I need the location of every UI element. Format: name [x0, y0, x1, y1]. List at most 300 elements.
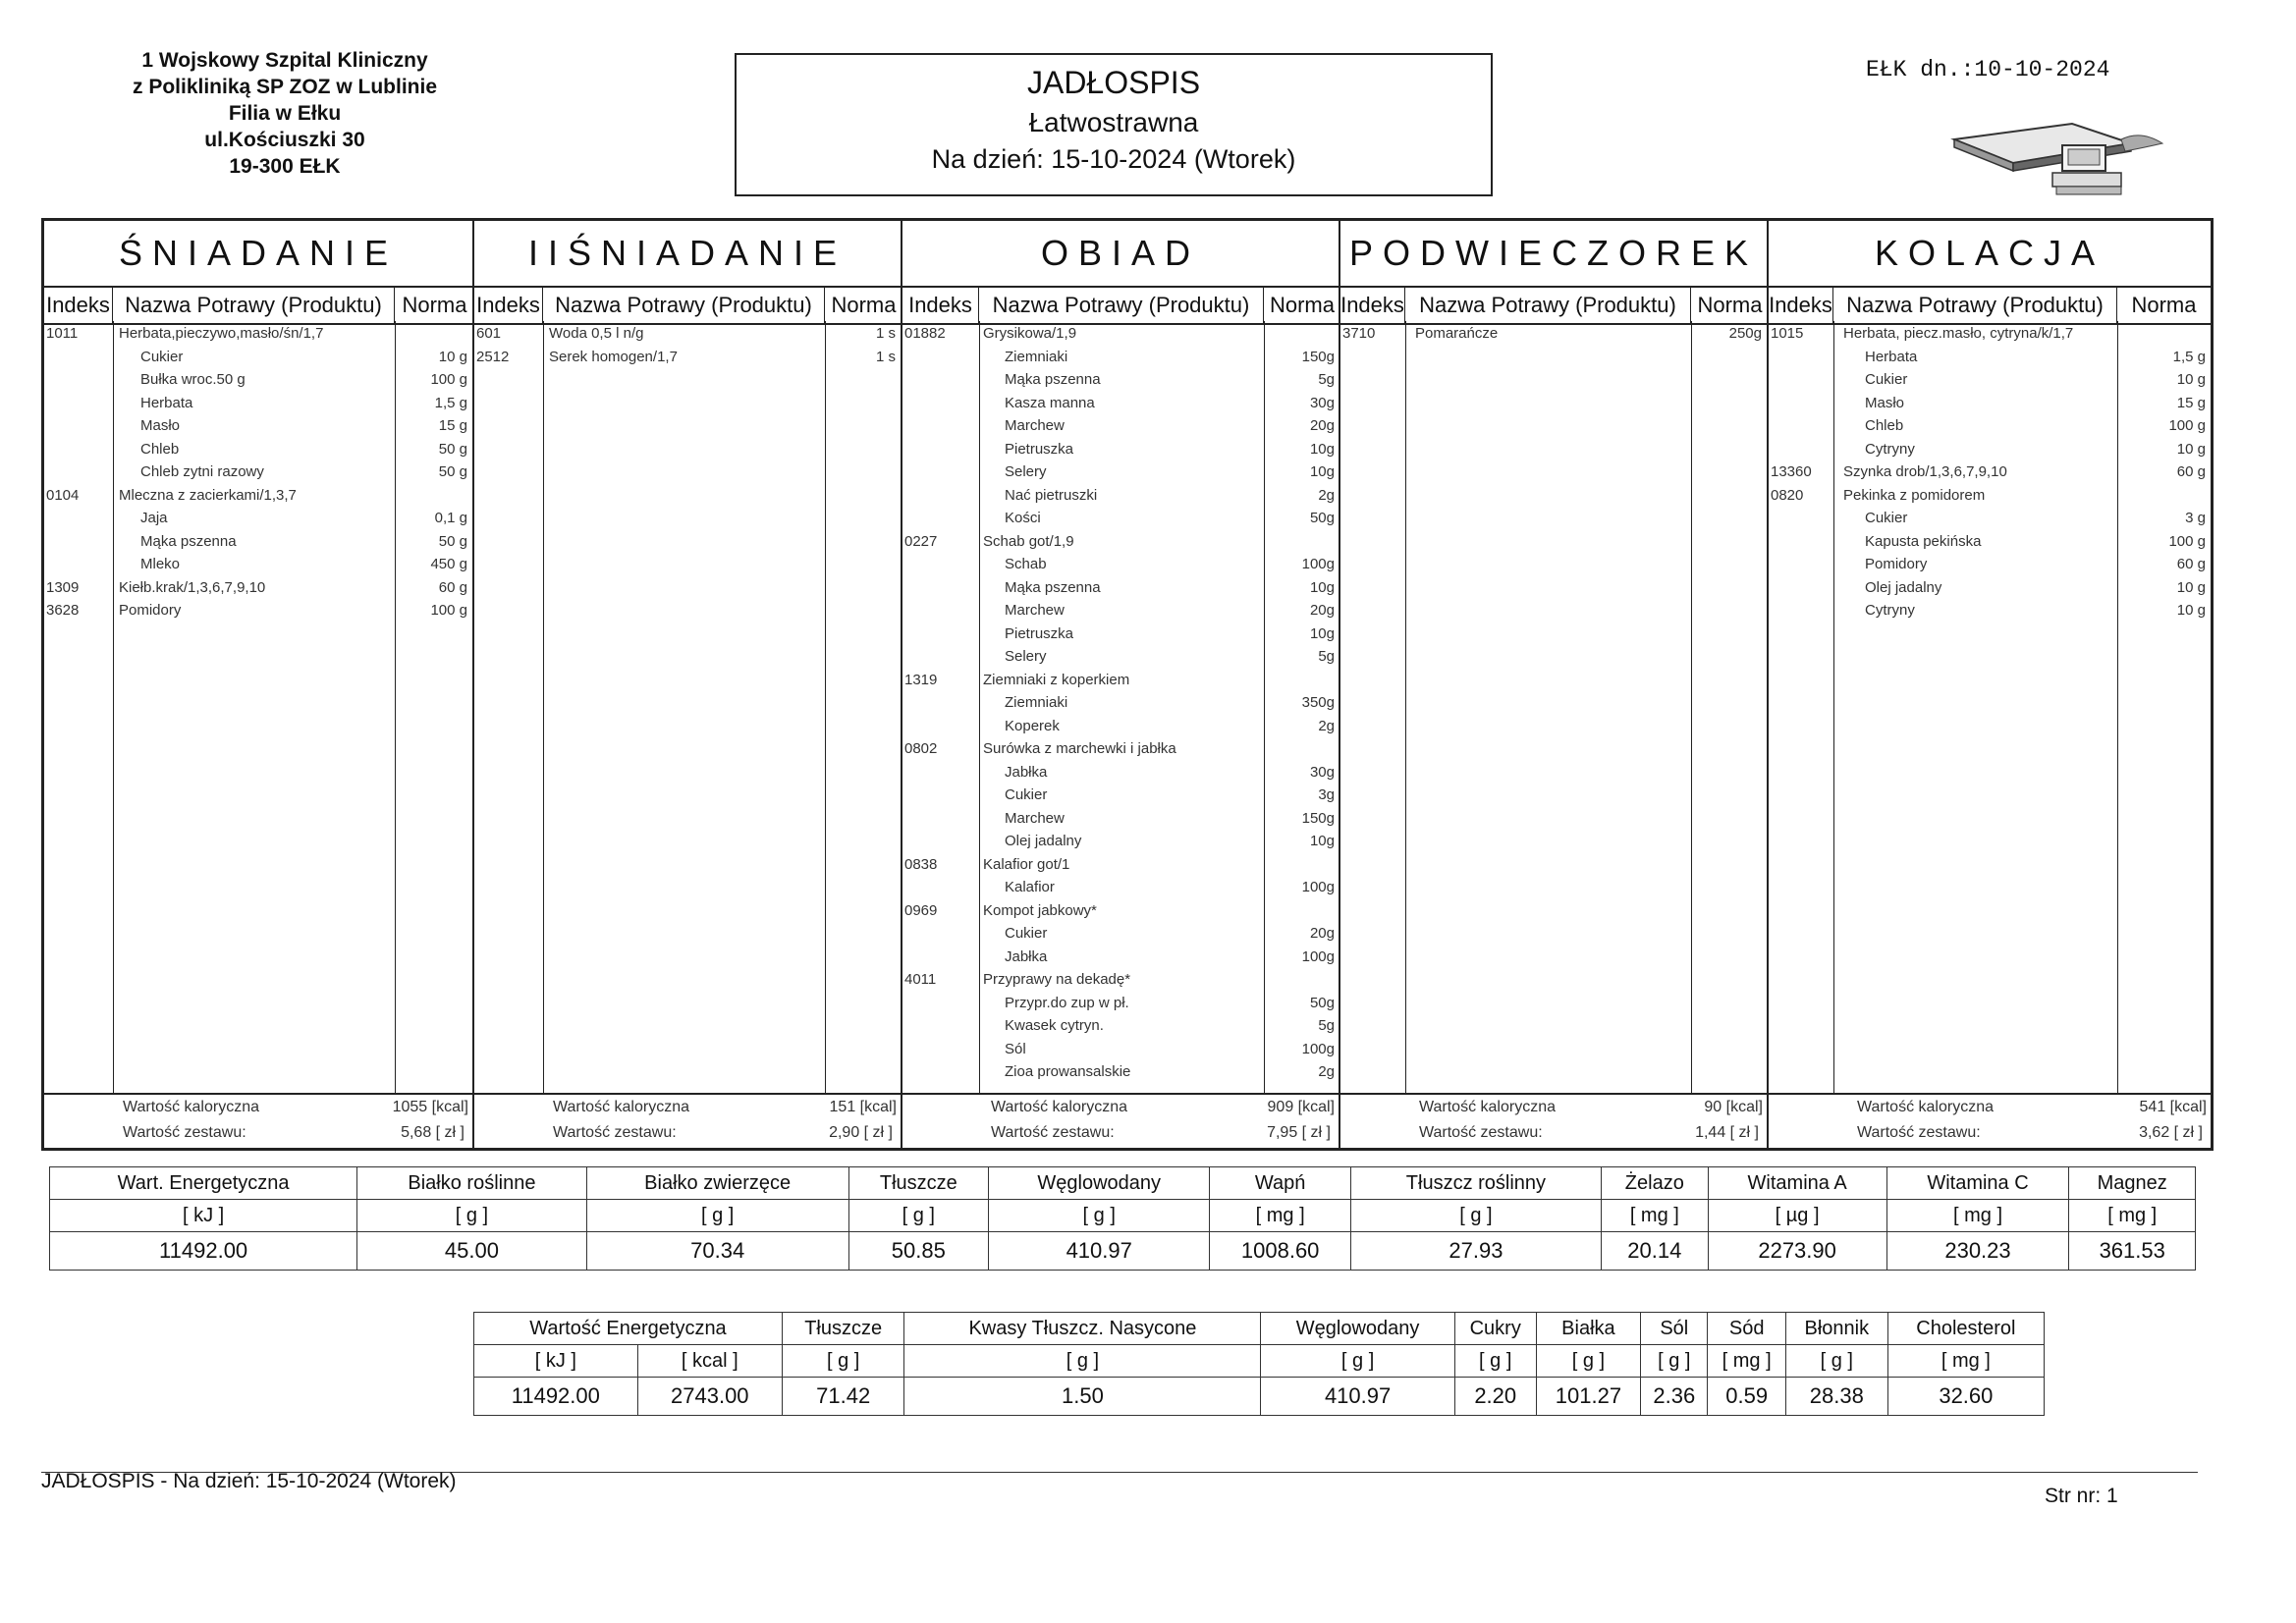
row-norm: 10g — [1309, 463, 1335, 480]
table-row — [902, 554, 1339, 577]
table-row — [902, 600, 1339, 623]
meal-column-afternoon-snack — [1340, 221, 1769, 1148]
nutrition-unit: [ kcal ] — [637, 1345, 782, 1378]
cost-label: Wartość zestawu: — [991, 1124, 1115, 1141]
meal-title: ŚNIADANIE — [118, 233, 399, 273]
meal-title: OBIAD — [1040, 233, 1201, 273]
divider — [543, 321, 544, 1093]
row-norm: 10g — [1309, 624, 1335, 642]
nutrition-header: Białka — [1536, 1313, 1640, 1345]
header-name: Nazwa Potrawy (Produktu) — [1405, 288, 1691, 323]
row-name: Bułka wroc.50 g — [140, 371, 246, 388]
row-name: Cukier — [1005, 786, 1048, 803]
header-index: Indeks — [44, 288, 113, 323]
table-row — [44, 393, 472, 416]
kcal-value: 151 [kcal] — [829, 1099, 897, 1115]
nutrition-unit-row — [474, 1345, 2045, 1378]
row-index: 4011 — [904, 971, 937, 988]
table-row — [1769, 577, 2211, 601]
row-norm: 1 s — [875, 348, 896, 365]
nutrition-unit: [ g ] — [988, 1200, 1209, 1232]
nutrition-unit: [ mg ] — [1708, 1345, 1786, 1378]
column-header-row — [1340, 286, 1767, 325]
row-name: Ziemniaki — [1005, 694, 1068, 711]
header-name: Nazwa Potrawy (Produktu) — [113, 288, 395, 323]
nutrition-unit: [ mg ] — [2069, 1200, 2196, 1232]
header-norm: Norma — [831, 293, 897, 317]
table-row — [1769, 600, 2211, 623]
table-row — [902, 577, 1339, 601]
kcal-value: 90 [kcal] — [1704, 1099, 1763, 1115]
row-norm: 10 g — [2176, 371, 2206, 388]
cost-value: 5,68 [ zł ] — [401, 1124, 465, 1141]
meal-summary — [1340, 1093, 1767, 1150]
table-row — [44, 439, 472, 462]
hospital-line: Filia w Ełku — [228, 102, 342, 125]
row-index: 3710 — [1342, 325, 1376, 342]
nutrition-value: 410.97 — [1261, 1378, 1454, 1416]
row-index: 0820 — [1771, 486, 1804, 504]
row-norm: 10g — [1309, 440, 1335, 458]
table-row — [44, 577, 472, 601]
table-row — [902, 415, 1339, 439]
page-number: Str nr: 1 — [2045, 1485, 2118, 1507]
table-row — [902, 831, 1339, 854]
header-norm: Norma — [402, 293, 467, 317]
kcal-value: 541 [kcal] — [2139, 1099, 2207, 1115]
row-norm: 60 g — [2176, 463, 2206, 480]
row-name: Pekinka z pomidorem — [1843, 486, 1986, 504]
nutrition-header: Witamina C — [1886, 1167, 2069, 1200]
table-row — [902, 439, 1339, 462]
row-name: Przypr.do zup w pł. — [1005, 994, 1129, 1011]
table-row — [1769, 393, 2211, 416]
row-norm: 50g — [1309, 994, 1335, 1011]
nutrition-header: Węglowodany — [1261, 1313, 1454, 1345]
row-norm: 50 g — [438, 532, 467, 550]
row-name: Olej jadalny — [1005, 833, 1082, 849]
row-name: Kiełb.krak/1,3,6,7,9,10 — [119, 578, 266, 596]
cost-label: Wartość zestawu: — [1419, 1124, 1543, 1141]
row-norm: 50 g — [438, 440, 467, 458]
nutrition-value: 32.60 — [1887, 1378, 2044, 1416]
table-row — [44, 508, 472, 531]
nutrition-value: 1.50 — [904, 1378, 1261, 1416]
row-name: Pomidory — [1865, 556, 1928, 572]
row-index: 1011 — [46, 325, 79, 342]
divider — [1405, 321, 1406, 1093]
nutrition-unit: [ g ] — [586, 1200, 848, 1232]
nutrition-unit: [ mg ] — [1887, 1345, 2044, 1378]
table-row — [902, 347, 1339, 370]
row-norm: 3g — [1318, 786, 1335, 803]
issue-date: EŁK dn.:10-10-2024 — [1866, 57, 2110, 82]
table-row — [902, 808, 1339, 832]
table-row — [902, 1015, 1339, 1039]
hospital-address — [79, 47, 491, 180]
row-name: Mąka pszenna — [1005, 371, 1101, 388]
nutrition-table — [49, 1166, 2196, 1271]
table-row — [902, 508, 1339, 531]
header-index: Indeks — [902, 288, 979, 323]
hospital-line: z Polikliniką SP ZOZ w Lublinie — [133, 76, 437, 98]
row-index: 1015 — [1771, 325, 1804, 342]
table-row — [902, 485, 1339, 509]
row-index: 0838 — [904, 855, 938, 873]
row-norm: 10 g — [438, 348, 467, 365]
row-name: Kwasek cytryn. — [1005, 1017, 1104, 1034]
header-index: Indeks — [1769, 288, 1833, 323]
nutrition-unit: [ g ] — [1454, 1345, 1536, 1378]
row-index: 13360 — [1771, 463, 1812, 480]
table-row — [44, 323, 472, 347]
row-name: Koperek — [1005, 717, 1060, 734]
divider — [1691, 321, 1692, 1093]
table-row — [44, 347, 472, 370]
row-name: Jabłka — [1005, 947, 1048, 965]
row-name: Zioa prowansalskie — [1005, 1063, 1131, 1080]
nutrition-header: Magnez — [2069, 1167, 2196, 1200]
row-norm: 100g — [1301, 879, 1335, 895]
meal-column-supper — [1769, 221, 2211, 1148]
row-norm: 100 g — [2168, 417, 2206, 434]
row-name: Pomidory — [119, 602, 182, 619]
row-name: Cukier — [1005, 925, 1048, 942]
nutrition-unit: [ kJ ] — [50, 1200, 357, 1232]
row-name: Herbata,pieczywo,masło/śn/1,7 — [119, 325, 324, 342]
nutrition-unit: [ mg ] — [1210, 1200, 1350, 1232]
row-name: Herbata, piecz.masło, cytryna/k/1,7 — [1843, 325, 2074, 342]
nutrition-unit: [ g ] — [1641, 1345, 1708, 1378]
meal-rows — [474, 323, 901, 369]
row-name: Chleb — [1865, 417, 1904, 434]
row-name: Mąka pszenna — [1005, 578, 1101, 596]
row-norm: 2g — [1318, 486, 1335, 504]
table-row — [902, 531, 1339, 555]
row-index: 0802 — [904, 740, 938, 757]
row-name: Herbata — [1865, 348, 1918, 365]
table-row — [44, 485, 472, 509]
column-header-row — [44, 286, 472, 325]
row-name: Pomarańcze — [1415, 325, 1499, 342]
row-name: Mleko — [140, 556, 181, 572]
row-name: Cukier — [1865, 371, 1908, 388]
row-name: Pietruszka — [1005, 624, 1074, 642]
table-row — [902, 646, 1339, 670]
nutrition-header: Kwasy Tłuszcz. Nasycone — [904, 1313, 1261, 1345]
row-name: Marchew — [1005, 602, 1065, 619]
row-norm: 10 g — [2176, 602, 2206, 619]
row-name: Mleczna z zacierkami/1,3,7 — [119, 486, 297, 504]
row-norm: 100 g — [2168, 532, 2206, 550]
header-name: Nazwa Potrawy (Produktu) — [1833, 288, 2117, 323]
nutrition-value: 2743.00 — [637, 1378, 782, 1416]
row-norm: 2g — [1318, 1063, 1335, 1080]
row-norm: 60 g — [438, 578, 467, 596]
nutrition-value: 410.97 — [988, 1232, 1209, 1271]
table-row — [902, 670, 1339, 693]
row-norm: 50 g — [438, 463, 467, 480]
row-name: Jaja — [140, 510, 168, 526]
row-index: 0227 — [904, 532, 938, 550]
row-index: 0969 — [904, 901, 938, 919]
table-row — [902, 762, 1339, 785]
kcal-label: Wartość kaloryczna — [1857, 1099, 1994, 1115]
row-norm: 5g — [1318, 1017, 1335, 1034]
row-name: Cukier — [1865, 510, 1908, 526]
kcal-label: Wartość kaloryczna — [553, 1099, 689, 1115]
table-row — [902, 784, 1339, 808]
kcal-value: 909 [kcal] — [1267, 1099, 1335, 1115]
nutrition-header-row — [474, 1313, 2045, 1345]
row-name: Cytryny — [1865, 602, 1915, 619]
row-name: Jabłka — [1005, 763, 1048, 781]
cost-value: 7,95 [ zł ] — [1267, 1124, 1331, 1141]
row-name: Schab — [1005, 556, 1047, 572]
nutrition-value: 50.85 — [848, 1232, 988, 1271]
header-norm: Norma — [1697, 293, 1763, 317]
row-name: Ziemniaki — [1005, 348, 1068, 365]
table-row — [1769, 369, 2211, 393]
row-norm: 150g — [1301, 809, 1335, 827]
row-index: 1309 — [46, 578, 80, 596]
column-header-row — [902, 286, 1339, 325]
row-norm: 10 g — [2176, 440, 2206, 458]
meal-rows — [902, 323, 1339, 1085]
row-name: Kości — [1005, 510, 1041, 526]
row-name: Masło — [1865, 394, 1905, 411]
row-norm: 1,5 g — [434, 394, 467, 411]
row-norm: 20g — [1309, 925, 1335, 942]
meal-rows — [1340, 323, 1767, 347]
header-index: Indeks — [1340, 288, 1405, 323]
row-index: 01882 — [904, 325, 946, 342]
header-norm: Norma — [1269, 293, 1335, 317]
row-norm: 450 g — [430, 556, 467, 572]
nutrition-unit: [ g ] — [357, 1200, 586, 1232]
nutrition-value: 71.42 — [782, 1378, 904, 1416]
nutrition-header: Wapń — [1210, 1167, 1350, 1200]
row-norm: 60 g — [2176, 556, 2206, 572]
nutrition-unit: [ g ] — [1261, 1345, 1454, 1378]
nutrition-unit: [ g ] — [782, 1345, 904, 1378]
nutrition-value: 361.53 — [2069, 1232, 2196, 1271]
row-name: Sól — [1005, 1040, 1026, 1057]
row-norm: 20g — [1309, 417, 1335, 434]
table-row — [1769, 347, 2211, 370]
kcal-label: Wartość kaloryczna — [991, 1099, 1127, 1115]
row-norm: 1 s — [875, 325, 896, 342]
nutrition-unit: [ µg ] — [1708, 1200, 1886, 1232]
nutrition-value: 2.36 — [1641, 1378, 1708, 1416]
kcal-label: Wartość kaloryczna — [123, 1099, 259, 1115]
row-norm: 20g — [1309, 602, 1335, 619]
row-name: Cytryny — [1865, 440, 1915, 458]
row-name: Marchew — [1005, 809, 1065, 827]
row-name: Mąka pszenna — [140, 532, 237, 550]
cost-label: Wartość zestawu: — [553, 1124, 677, 1141]
row-norm: 30g — [1309, 763, 1335, 781]
table-row — [902, 623, 1339, 647]
cost-value: 3,62 [ zł ] — [2139, 1124, 2203, 1141]
nutrition-value: 70.34 — [586, 1232, 848, 1271]
row-name: Kalafior — [1005, 879, 1055, 895]
row-norm: 10g — [1309, 833, 1335, 849]
row-name: Kapusta pekińska — [1865, 532, 1982, 550]
row-name: Schab got/1,9 — [983, 532, 1074, 550]
row-name: Pietruszka — [1005, 440, 1074, 458]
table-row — [902, 993, 1339, 1016]
table-row — [474, 323, 901, 347]
meal-column-second-breakfast — [474, 221, 902, 1148]
nutrition-header: Sól — [1641, 1313, 1708, 1345]
nutrition-value-row — [50, 1232, 2196, 1271]
row-norm: 10 g — [2176, 578, 2206, 596]
nutrition-value: 45.00 — [357, 1232, 586, 1271]
nutrition-header-row — [50, 1167, 2196, 1200]
table-row — [902, 969, 1339, 993]
table-row — [902, 716, 1339, 739]
row-norm: 100g — [1301, 947, 1335, 965]
row-norm: 10g — [1309, 578, 1335, 596]
nutrition-header: Wartość Energetyczna — [474, 1313, 783, 1345]
nutrition-value-row — [474, 1378, 2045, 1416]
meal-title: KOLACJA — [1874, 233, 2105, 273]
table-row — [902, 692, 1339, 716]
row-name: Marchew — [1005, 417, 1065, 434]
meal-title: PODWIECZOREK — [1348, 233, 1758, 273]
table-row — [1769, 531, 2211, 555]
nutrition-header: Błonnik — [1785, 1313, 1887, 1345]
column-header-row — [1769, 286, 2211, 325]
nutrition-label-table — [473, 1312, 2045, 1416]
row-norm: 30g — [1309, 394, 1335, 411]
table-row — [1769, 508, 2211, 531]
row-norm: 100g — [1301, 556, 1335, 572]
row-name: Herbata — [140, 394, 193, 411]
nutrition-unit: [ g ] — [904, 1345, 1261, 1378]
row-name: Kasza manna — [1005, 394, 1095, 411]
table-row — [1340, 323, 1767, 347]
row-name: Nać pietruszki — [1005, 486, 1098, 504]
nutrition-value: 1008.60 — [1210, 1232, 1350, 1271]
table-row — [44, 369, 472, 393]
table-row — [902, 900, 1339, 924]
hospital-line: 19-300 EŁK — [229, 155, 341, 178]
nutrition-header: Witamina A — [1708, 1167, 1886, 1200]
table-row — [902, 1039, 1339, 1062]
header-norm: Norma — [2131, 293, 2197, 317]
row-index: 2512 — [476, 348, 510, 365]
meal-summary — [1769, 1093, 2211, 1150]
title-box — [735, 53, 1493, 196]
row-norm: 100 g — [430, 602, 467, 619]
menu-table — [41, 218, 2214, 1151]
table-row — [1769, 554, 2211, 577]
kcal-label: Wartość kaloryczna — [1419, 1099, 1556, 1115]
row-name: Kalafior got/1 — [983, 855, 1070, 873]
table-row — [44, 600, 472, 623]
nutrition-value: 20.14 — [1601, 1232, 1708, 1271]
table-row — [902, 369, 1339, 393]
row-norm: 100g — [1301, 1040, 1335, 1057]
row-norm: 100 g — [430, 371, 467, 388]
hospital-line: ul.Kościuszki 30 — [204, 129, 365, 151]
meal-column-breakfast — [44, 221, 474, 1148]
row-name: Woda 0,5 l n/g — [549, 325, 644, 342]
table-row — [902, 923, 1339, 947]
nutrition-value: 28.38 — [1785, 1378, 1887, 1416]
nutrition-value: 27.93 — [1350, 1232, 1601, 1271]
table-row — [44, 531, 472, 555]
table-row — [902, 947, 1339, 970]
nutrition-value: 101.27 — [1536, 1378, 1640, 1416]
meal-rows — [44, 323, 472, 623]
table-row — [1769, 485, 2211, 509]
row-norm: 15 g — [438, 417, 467, 434]
cost-value: 1,44 [ zł ] — [1695, 1124, 1759, 1141]
divider — [825, 321, 826, 1093]
nutrition-header: Tłuszcz roślinny — [1350, 1167, 1601, 1200]
meal-rows — [1769, 323, 2211, 623]
nutrition-header: Sód — [1708, 1313, 1786, 1345]
meal-summary — [902, 1093, 1339, 1150]
nutrition-unit: [ kJ ] — [474, 1345, 638, 1378]
row-name: Kompot jabkowy* — [983, 901, 1097, 919]
kcal-value: 1055 [kcal] — [392, 1099, 468, 1115]
table-row — [902, 738, 1339, 762]
row-name: Chleb zytni razowy — [140, 463, 264, 480]
table-row — [902, 877, 1339, 900]
row-name: Serek homogen/1,7 — [549, 348, 678, 365]
cost-label: Wartość zestawu: — [123, 1124, 246, 1141]
nutrition-header: Białko roślinne — [357, 1167, 586, 1200]
table-row — [902, 393, 1339, 416]
table-row — [902, 1061, 1339, 1085]
footer-title: JADŁOSPIS - Na dzień: 15-10-2024 (Wtorek) — [41, 1470, 457, 1492]
table-row — [44, 554, 472, 577]
row-name: Szynka drob/1,3,6,7,9,10 — [1843, 463, 2007, 480]
nutrition-header: Białko zwierzęce — [586, 1167, 848, 1200]
cost-label: Wartość zestawu: — [1857, 1124, 1981, 1141]
nutrition-value: 2.20 — [1454, 1378, 1536, 1416]
meal-summary — [474, 1093, 901, 1150]
nutrition-value: 0.59 — [1708, 1378, 1786, 1416]
row-name: Selery — [1005, 648, 1047, 665]
row-norm: 5g — [1318, 371, 1335, 388]
header-index: Indeks — [474, 288, 543, 323]
row-norm: 1,5 g — [2172, 348, 2206, 365]
table-row — [1769, 461, 2211, 485]
row-index: 0104 — [46, 486, 80, 504]
nutrition-header: Cholesterol — [1887, 1313, 2044, 1345]
table-row — [902, 323, 1339, 347]
table-row — [44, 415, 472, 439]
row-norm: 350g — [1301, 694, 1335, 711]
diet-name: Łatwostrawna — [1028, 107, 1199, 137]
row-norm: 250g — [1728, 325, 1762, 342]
row-index: 601 — [476, 325, 502, 342]
nutrition-header: Węglowodany — [988, 1167, 1209, 1200]
nutrition-unit: [ g ] — [1350, 1200, 1601, 1232]
nutrition-unit: [ mg ] — [1601, 1200, 1708, 1232]
row-index: 3628 — [46, 602, 80, 619]
nutrition-value: 11492.00 — [474, 1378, 638, 1416]
nutrition-value: 2273.90 — [1708, 1232, 1886, 1271]
row-name: Cukier — [140, 348, 184, 365]
nutrition-header: Tłuszcze — [782, 1313, 904, 1345]
row-name: Grysikowa/1,9 — [983, 325, 1077, 342]
